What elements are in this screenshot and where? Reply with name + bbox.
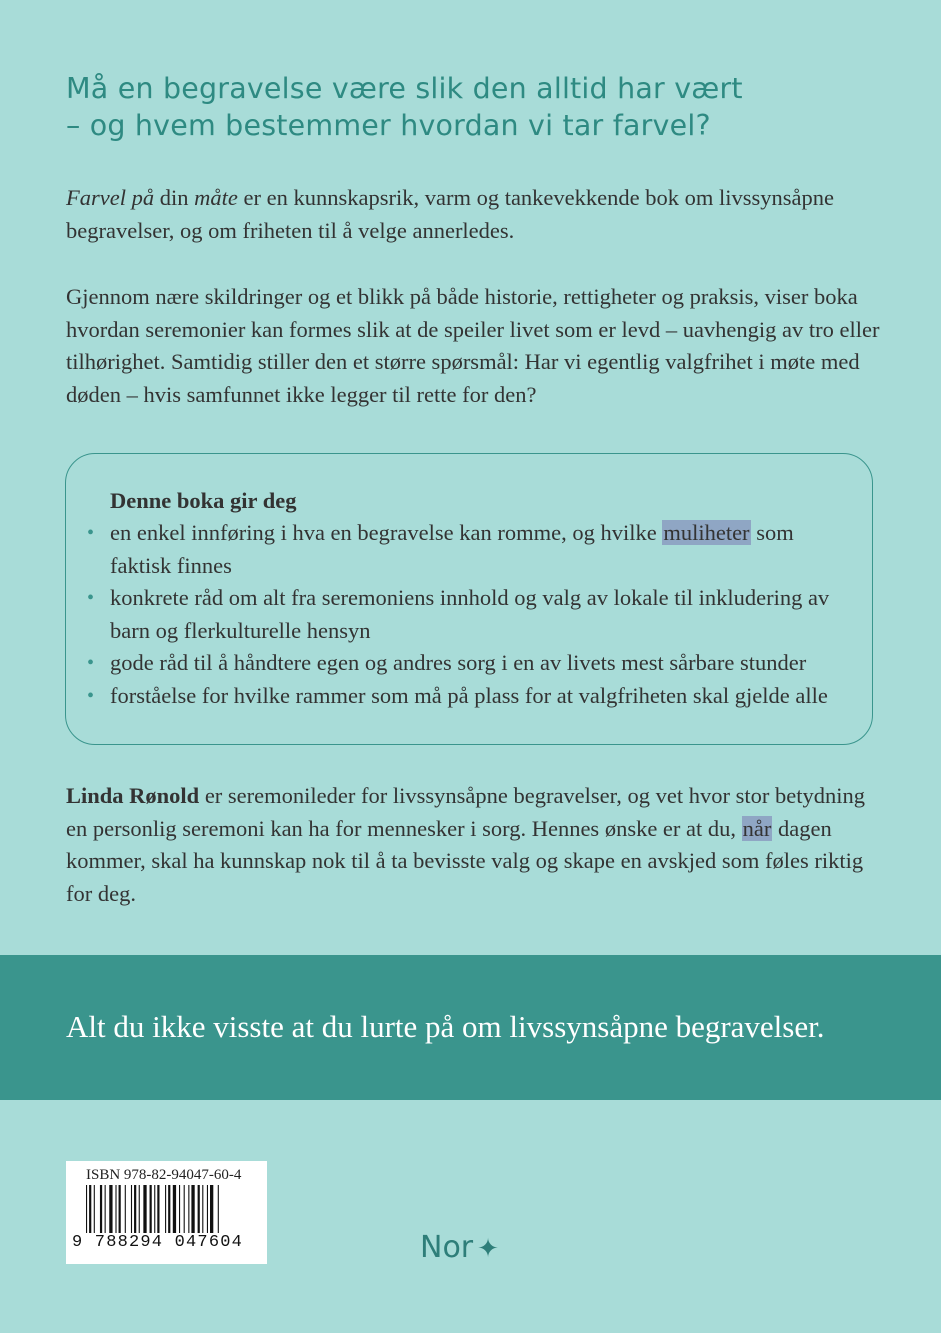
intro-paragraph	[66, 182, 881, 247]
list-item	[87, 647, 860, 680]
author-name: Linda Rønold	[66, 783, 200, 808]
bullet-icon: •	[87, 522, 95, 544]
list-item-text: forståelse for hvilke rammer som må på plass for at valgfriheten skal gjelde alle	[110, 682, 828, 708]
star-icon: ✦	[477, 1234, 499, 1264]
headline-line-2: – og hvem bestemmer hvordan vi tar farvel?	[66, 109, 711, 142]
intro-text-1: din	[154, 185, 195, 210]
list-item-text: gode råd til å håndtere egen og andres sorg i en av livets mest sårbare stunder	[110, 650, 807, 675]
description-paragraph: Gjennom nære skildringer og et blikk på både historie, rettigheter og praksis, viser boka hvordan seremonier kan formes slik at de speiler livet som er levd – uavhengig av tro eller tilhørighet. Samtidig stiller den et større spørsmål: Har vi egentlig valgfrihet i møte med døden – hvis samfunnet ikke legger til rette for den?	[66, 284, 880, 407]
list-item	[87, 680, 860, 713]
list-item	[87, 517, 860, 582]
highlighted-word: når	[742, 815, 772, 841]
barcode-digits: 9 788294 047604	[70, 1233, 264, 1252]
barcode	[66, 1161, 267, 1264]
bullet-icon: •	[87, 587, 95, 609]
list-item-text: som faktisk finnes	[110, 520, 794, 578]
benefits-title: Denne boka gir deg	[110, 488, 297, 513]
author-paragraph	[66, 780, 881, 910]
benefits-box	[65, 453, 873, 745]
publisher-logo	[420, 1230, 499, 1265]
author-text-2: dagen kommer, skal ha kunnskap nok til å ta bevisste valg og skape en avskjed som føles riktig for deg.	[66, 815, 864, 906]
list-item-text: konkrete råd om alt fra seremoniens innhold og valg av lokale til inkludering av barn og flerkulturelle hensyn	[110, 585, 830, 643]
publisher-name: Nor	[420, 1230, 474, 1265]
tagline: Alt du ikke visste at du lurte på om livssynsåpne begravelser.	[66, 1009, 825, 1044]
list-item	[87, 582, 860, 647]
list-item-text: en enkel innføring i hva en begravelse kan romme, og hvilke	[110, 520, 663, 545]
benefits-list	[87, 517, 860, 712]
highlighted-word: muliheter	[663, 520, 750, 545]
headline	[66, 70, 886, 144]
book-title-part-1: Farvel på	[66, 185, 155, 210]
book-title-part-2: måte	[194, 185, 238, 210]
bullet-icon: •	[87, 684, 95, 707]
isbn-label: ISBN 978-82-94047-60-4	[86, 1167, 242, 1183]
intro-text-2: er en kunnskapsrik, varm og tankevekkende bok om livssynsåpne begravelser, og om friheten til å velge annerledes.	[66, 185, 834, 243]
bullet-icon: •	[87, 652, 95, 674]
headline-line-1: Må en begravelse være slik den alltid har vært	[66, 72, 743, 105]
author-text-1: er seremonileder for livssynsåpne begravelser, og vet hvor stor betydning en personlig seremoni kan ha for mennesker i sorg. Hennes ønske er at du,	[66, 783, 865, 841]
